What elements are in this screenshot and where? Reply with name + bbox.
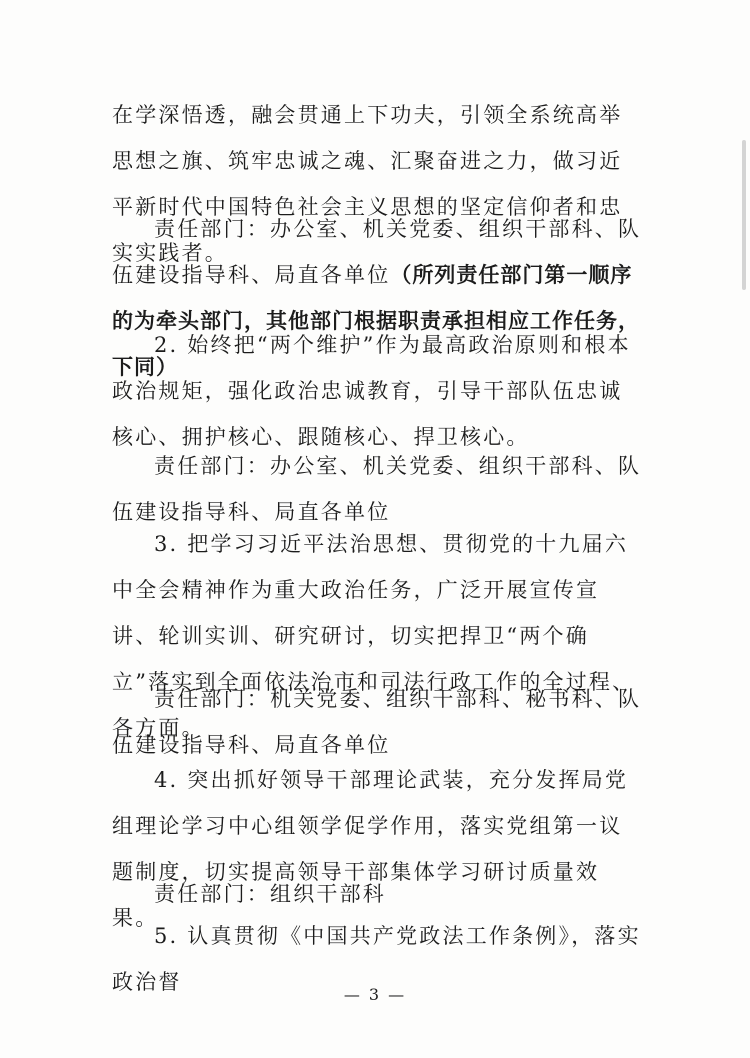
paragraph-item-5: 5. 认真贯彻《中国共产党政法工作条例》，落实政治督 [112,924,641,994]
scrollbar[interactable] [742,140,746,290]
paragraph-item-4: 4. 突出抓好领导干部理论武装，充分发挥局党组理论学习中心组领学促学作用，落实党组第一议题制度，切实提高领导干部集体学习研讨质量效果。 [112,768,629,930]
paragraph-responsible-2: 责任部门：办公室、机关党委、组织干部科、队伍建设指导科、局直各单位 [112,454,642,524]
paragraph-intro: 在学深悟透，融会贯通上下功夫，引领全系统高举思想之旗、筑牢忠诚之魂、汇聚奋进之力，做习近平新时代中国特色社会主义思想的坚定信仰者和忠实实践者。 [112,103,623,265]
paragraph-item-3: 3. 把学习习近平法治思想、贯彻党的十九届六中全会精神作为重大政治任务，广泛开展宣传宣讲、轮训实训、研究研讨，切实把捍卫“两个确立”落实到全面依法治市和司法行政工作的全过程、各方面。 [112,532,636,740]
paragraph-responsible-3: 责任部门：机关党委、组织干部科、秘书科、队伍建设指导科、局直各单位 [112,687,642,757]
paragraph-item-2: 2. 始终把“两个维护”作为最高政治原则和根本政治规矩，强化政治忠诚教育，引导干部队伍忠诚核心、拥护核心、跟随核心、捍卫核心。 [112,333,631,449]
lead-department-note: （所列责任部门第一顺序的为牵头部门，其他部门根据职责承担相应工作任务，下同） [112,263,640,379]
page-number: — 3 — [343,985,407,1004]
paragraph-responsible-4: 责任部门：组织干部科 [154,882,386,906]
responsible-departments-text: 责任部门：办公室、机关党委、组织干部科、队伍建设指导科、局直各单位 [112,217,642,287]
